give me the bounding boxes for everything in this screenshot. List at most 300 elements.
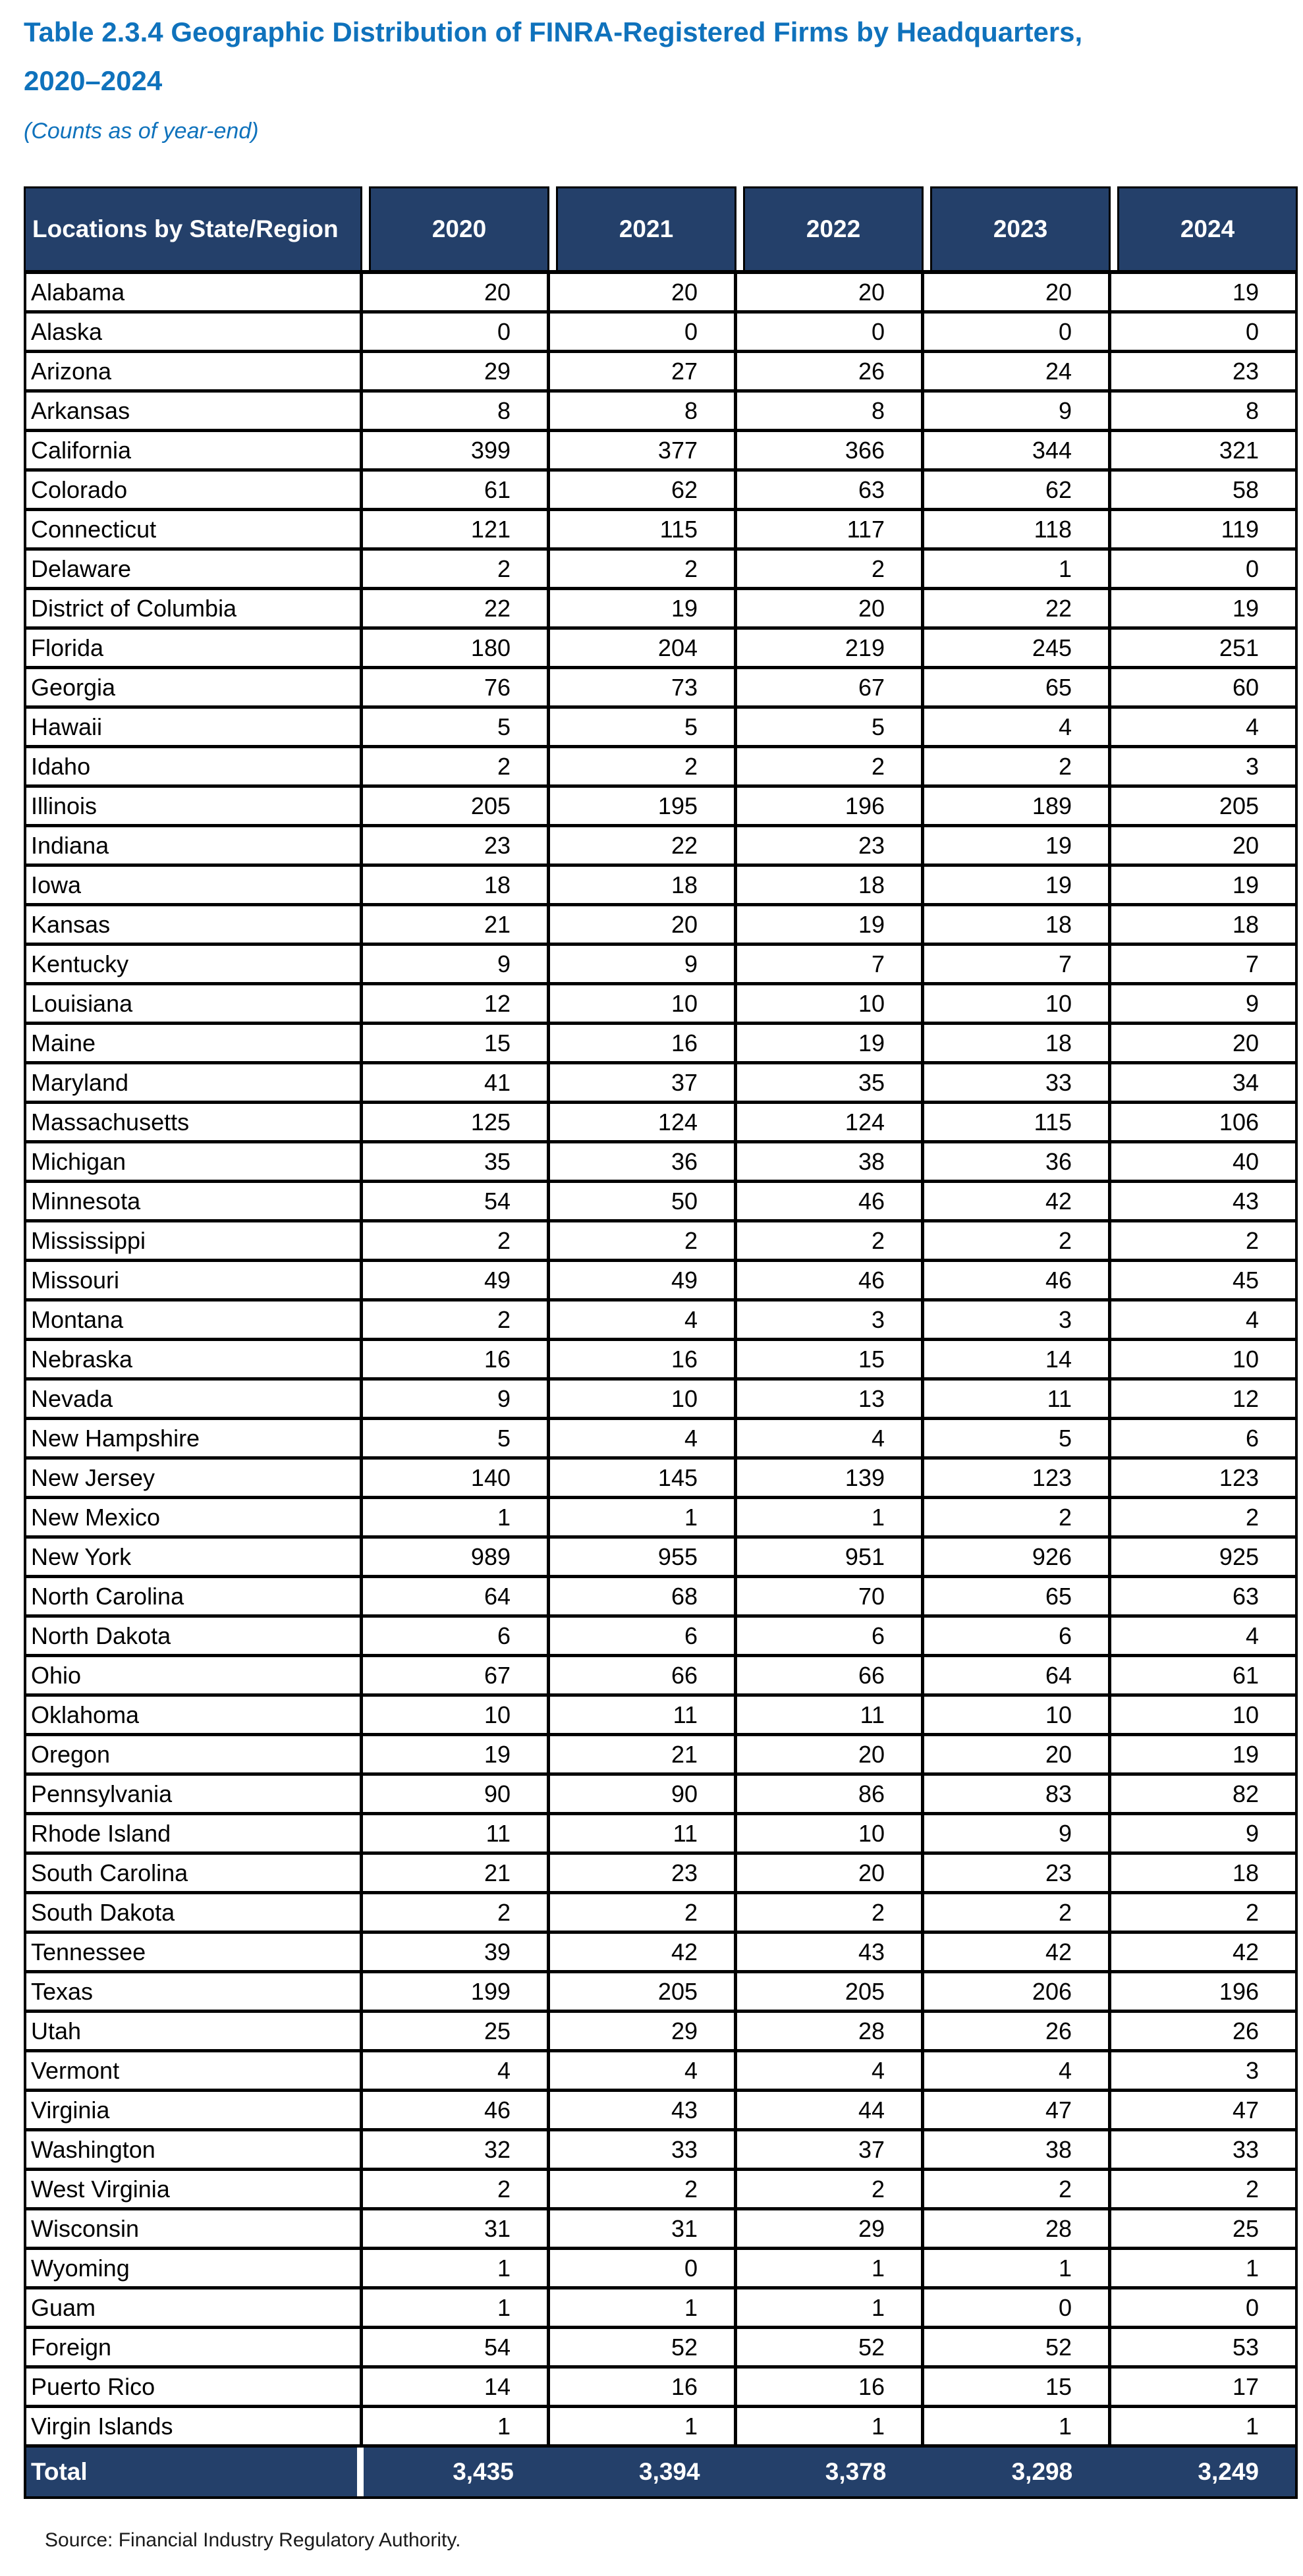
value-cell: 50 [547,1183,734,1219]
value-cell: 10 [921,1697,1108,1733]
value-cell: 46 [921,1262,1108,1298]
value-cell: 33 [921,1064,1108,1101]
table-row [26,2052,1295,2092]
value-cell: 35 [360,1143,547,1180]
table-row [26,551,1295,590]
state-name-cell: South Dakota [31,1898,175,1926]
value-cell: 26 [1108,2013,1295,2049]
value-cell: 21 [547,1736,734,1772]
column-header-2022: 2022 [743,186,924,270]
value-cell: 204 [547,630,734,666]
value-cell: 0 [360,314,547,350]
value-cell: 1 [360,2408,547,2444]
state-name-cell: District of Columbia [31,594,237,622]
table-row [26,709,1295,748]
value-cell: 42 [547,1934,734,1970]
state-name-cell: Tennessee [31,1938,146,1965]
total-value-2023: 3,298 [1011,2458,1073,2485]
value-cell: 1 [921,551,1108,587]
value-cell: 52 [921,2329,1108,2365]
table-row [26,2210,1295,2250]
value-cell: 22 [360,590,547,626]
value-cell: 124 [547,1104,734,1140]
value-cell: 2 [921,748,1108,784]
value-cell: 377 [547,432,734,468]
value-cell: 12 [1108,1381,1295,1417]
value-cell: 106 [1108,1104,1295,1140]
value-cell: 90 [547,1776,734,1812]
table-row [26,1222,1295,1262]
table-row [26,2013,1295,2052]
value-cell: 1 [1108,2250,1295,2286]
value-cell: 16 [734,2369,921,2405]
value-cell: 23 [360,827,547,863]
state-name-cell: Alabama [31,278,125,306]
value-cell: 2 [1108,2171,1295,2207]
value-cell: 1 [734,1499,921,1535]
table-row [26,1736,1295,1776]
value-cell: 67 [734,669,921,705]
table-row [26,1934,1295,1973]
state-name-cell: Wisconsin [31,2214,140,2242]
value-cell: 5 [547,709,734,745]
value-cell: 10 [1108,1341,1295,1377]
table-row [26,1697,1295,1736]
table-row [26,867,1295,906]
value-cell: 12 [360,985,547,1022]
table-row [26,827,1295,867]
value-cell: 42 [921,1183,1108,1219]
value-cell: 10 [734,1815,921,1851]
value-cell: 2 [547,1222,734,1259]
total-value-2021: 3,394 [639,2458,700,2485]
state-name-cell: Utah [31,2017,82,2044]
value-cell: 20 [1108,1025,1295,1061]
state-name-cell: Virgin Islands [31,2412,173,2440]
value-cell: 2 [360,1302,547,1338]
value-cell: 7 [1108,946,1295,982]
value-cell: 90 [360,1776,547,1812]
value-cell: 23 [547,1855,734,1891]
value-cell: 5 [360,709,547,745]
value-cell: 0 [1108,314,1295,350]
value-cell: 44 [734,2092,921,2128]
value-cell: 65 [921,1578,1108,1614]
state-name-cell: Massachusetts [31,1108,190,1136]
state-name-cell: California [31,436,132,464]
value-cell: 4 [547,2052,734,2089]
value-cell: 38 [921,2131,1108,2168]
value-cell: 1 [547,1499,734,1535]
value-cell: 4 [547,1302,734,1338]
value-cell: 82 [1108,1776,1295,1812]
value-cell: 22 [921,590,1108,626]
value-cell: 20 [547,906,734,943]
table-row [26,1460,1295,1499]
value-cell: 2 [1108,1894,1295,1931]
state-name-cell: New Mexico [31,1503,161,1531]
value-cell: 49 [547,1262,734,1298]
state-name-cell: Wyoming [31,2254,130,2282]
value-cell: 19 [921,827,1108,863]
value-cell: 64 [360,1578,547,1614]
value-cell: 366 [734,432,921,468]
value-cell: 28 [921,2210,1108,2247]
value-cell: 2 [734,748,921,784]
value-cell: 321 [1108,432,1295,468]
value-cell: 63 [1108,1578,1295,1614]
value-cell: 36 [547,1143,734,1180]
value-cell: 49 [360,1262,547,1298]
table-row [26,472,1295,511]
value-cell: 53 [1108,2329,1295,2365]
table-row [26,1578,1295,1618]
value-cell: 27 [547,353,734,389]
value-cell: 2 [547,1894,734,1931]
table-row [26,1143,1295,1183]
value-cell: 2 [360,748,547,784]
table-title-line1: Table 2.3.4 Geographic Distribution of FINRA-Registered Firms by Headquarters, [24,16,1083,47]
value-cell: 8 [360,393,547,429]
value-cell: 34 [1108,1064,1295,1101]
value-cell: 2 [360,1222,547,1259]
value-cell: 2 [734,2171,921,2207]
value-cell: 11 [921,1381,1108,1417]
value-cell: 9 [1108,985,1295,1022]
value-cell: 20 [360,274,547,310]
value-cell: 20 [734,590,921,626]
value-cell: 3 [734,1302,921,1338]
value-cell: 1 [921,2250,1108,2286]
value-cell: 2 [1108,1222,1295,1259]
value-cell: 70 [734,1578,921,1614]
value-cell: 11 [734,1697,921,1733]
value-cell: 2 [360,1894,547,1931]
value-cell: 25 [360,2013,547,2049]
value-cell: 4 [734,1420,921,1456]
state-name-cell: Florida [31,634,104,661]
value-cell: 14 [360,2369,547,2405]
table-row [26,2369,1295,2408]
value-cell: 125 [360,1104,547,1140]
table-row [26,274,1295,314]
value-cell: 15 [734,1341,921,1377]
state-name-cell: Ohio [31,1661,82,1689]
value-cell: 5 [921,1420,1108,1456]
state-name-cell: Delaware [31,555,132,582]
table-row [26,1973,1295,2013]
value-cell: 0 [1108,2289,1295,2326]
value-cell: 344 [921,432,1108,468]
value-cell: 7 [921,946,1108,982]
value-cell: 42 [1108,1934,1295,1970]
total-value-2022: 3,378 [825,2458,887,2485]
value-cell: 205 [547,1973,734,2010]
table-row [26,630,1295,669]
value-cell: 86 [734,1776,921,1812]
value-cell: 19 [360,1736,547,1772]
value-cell: 9 [921,1815,1108,1851]
value-cell: 63 [734,472,921,508]
value-cell: 25 [1108,2210,1295,2247]
table-row [26,946,1295,985]
value-cell: 18 [734,867,921,903]
value-cell: 3 [1108,748,1295,784]
table-row [26,2171,1295,2210]
state-name-cell: Oklahoma [31,1701,140,1728]
value-cell: 123 [921,1460,1108,1496]
value-cell: 2 [734,551,921,587]
value-cell: 43 [547,2092,734,2128]
value-cell: 43 [1108,1183,1295,1219]
value-cell: 33 [1108,2131,1295,2168]
value-cell: 8 [1108,393,1295,429]
value-cell: 15 [360,1025,547,1061]
state-name-cell: South Carolina [31,1859,188,1886]
value-cell: 18 [921,906,1108,943]
table-row [26,788,1295,827]
value-cell: 119 [1108,511,1295,547]
value-cell: 21 [360,1855,547,1891]
total-value-2020: 3,435 [453,2458,514,2485]
value-cell: 2 [547,551,734,587]
table-row [26,1420,1295,1460]
state-name-cell: Montana [31,1305,124,1333]
state-name-cell: Illinois [31,792,97,819]
value-cell: 20 [1108,827,1295,863]
value-cell: 1 [921,2408,1108,2444]
source-note: Source: Financial Industry Regulatory Authority. [45,2529,461,2551]
value-cell: 2 [921,1894,1108,1931]
value-cell: 18 [360,867,547,903]
value-cell: 4 [360,2052,547,2089]
value-cell: 1 [360,2250,547,2286]
value-cell: 41 [360,1064,547,1101]
total-row [24,2448,1298,2499]
value-cell: 52 [547,2329,734,2365]
value-cell: 26 [734,353,921,389]
table-row [26,2131,1295,2171]
value-cell: 4 [921,709,1108,745]
value-cell: 52 [734,2329,921,2365]
value-cell: 14 [921,1341,1108,1377]
value-cell: 4 [921,2052,1108,2089]
value-cell: 9 [547,946,734,982]
value-cell: 61 [1108,1657,1295,1693]
value-cell: 66 [734,1657,921,1693]
state-name-cell: Louisiana [31,989,133,1017]
value-cell: 73 [547,669,734,705]
value-cell: 11 [360,1815,547,1851]
value-cell: 1 [547,2408,734,2444]
value-cell: 66 [547,1657,734,1693]
value-cell: 3 [921,1302,1108,1338]
value-cell: 17 [1108,2369,1295,2405]
value-cell: 11 [547,1697,734,1733]
column-header-2021: 2021 [556,186,736,270]
value-cell: 6 [547,1618,734,1654]
value-cell: 45 [1108,1262,1295,1298]
state-name-cell: Arkansas [31,397,130,424]
table-title-block [24,16,1282,144]
table-row [26,2408,1295,2448]
value-cell: 10 [360,1697,547,1733]
value-cell: 46 [734,1183,921,1219]
value-cell: 65 [921,669,1108,705]
value-cell: 6 [1108,1420,1295,1456]
value-cell: 0 [921,314,1108,350]
table-title-line2: 2020–2024 [24,65,163,96]
value-cell: 23 [734,827,921,863]
value-cell: 31 [547,2210,734,2247]
value-cell: 19 [1108,590,1295,626]
value-cell: 11 [547,1815,734,1851]
value-cell: 67 [360,1657,547,1693]
state-name-cell: Pennsylvania [31,1780,173,1807]
value-cell: 64 [921,1657,1108,1693]
value-cell: 4 [547,1420,734,1456]
value-cell: 6 [921,1618,1108,1654]
value-cell: 68 [547,1578,734,1614]
value-cell: 2 [921,1222,1108,1259]
table-row [26,669,1295,709]
value-cell: 36 [921,1143,1108,1180]
value-cell: 0 [547,314,734,350]
value-cell: 83 [921,1776,1108,1812]
value-cell: 117 [734,511,921,547]
table-row [26,1499,1295,1539]
value-cell: 10 [921,985,1108,1022]
table-row [26,1064,1295,1104]
table-row [26,2250,1295,2289]
value-cell: 2 [547,2171,734,2207]
value-cell: 18 [921,1025,1108,1061]
column-header-2023: 2023 [930,186,1111,270]
value-cell: 206 [921,1973,1108,2010]
table-row [26,1618,1295,1657]
value-cell: 23 [1108,353,1295,389]
value-cell: 124 [734,1104,921,1140]
value-cell: 37 [734,2131,921,2168]
state-name-cell: Idaho [31,752,91,780]
state-name-cell: Maryland [31,1068,129,1096]
value-cell: 58 [1108,472,1295,508]
value-cell: 6 [734,1618,921,1654]
value-cell: 23 [921,1855,1108,1891]
table-row [26,1302,1295,1341]
value-cell: 20 [921,274,1108,310]
table-row [26,511,1295,551]
value-cell: 4 [734,2052,921,2089]
state-name-cell: Mississippi [31,1226,146,1254]
table-row [26,590,1295,630]
value-cell: 46 [360,2092,547,2128]
value-cell: 0 [1108,551,1295,587]
table-row [26,1341,1295,1381]
value-cell: 145 [547,1460,734,1496]
state-name-cell: Washington [31,2135,155,2163]
value-cell: 19 [921,867,1108,903]
value-cell: 4 [1108,1302,1295,1338]
state-name-cell: Maine [31,1029,96,1056]
value-cell: 9 [1108,1815,1295,1851]
column-header-locations: Locations by State/Region [24,186,362,270]
value-cell: 115 [547,511,734,547]
value-cell: 16 [360,1341,547,1377]
value-cell: 43 [734,1934,921,1970]
state-name-cell: North Dakota [31,1622,171,1649]
value-cell: 4 [1108,709,1295,745]
table-row [26,353,1295,393]
table-row [26,1262,1295,1302]
value-cell: 205 [360,788,547,824]
value-cell: 205 [734,1973,921,2010]
value-cell: 9 [360,1381,547,1417]
total-label: Total [31,2458,88,2485]
value-cell: 189 [921,788,1108,824]
table-body [24,274,1298,2448]
table-row [26,1104,1295,1143]
table-row [26,432,1295,472]
value-cell: 7 [734,946,921,982]
value-cell: 47 [921,2092,1108,2128]
value-cell: 9 [360,946,547,982]
value-cell: 0 [921,2289,1108,2326]
value-cell: 10 [547,985,734,1022]
value-cell: 19 [1108,274,1295,310]
value-cell: 19 [734,906,921,943]
table-row [26,1183,1295,1222]
table-row [26,1381,1295,1420]
table-row [26,1539,1295,1578]
table-row [26,985,1295,1025]
state-name-cell: Indiana [31,831,109,859]
value-cell: 251 [1108,630,1295,666]
table-row [26,2329,1295,2369]
value-cell: 6 [360,1618,547,1654]
table-row [26,1657,1295,1697]
value-cell: 31 [360,2210,547,2247]
value-cell: 16 [547,2369,734,2405]
value-cell: 35 [734,1064,921,1101]
table-row [26,906,1295,946]
state-name-cell: New Hampshire [31,1424,200,1452]
value-cell: 1 [1108,2408,1295,2444]
table-row [26,393,1295,432]
value-cell: 399 [360,432,547,468]
value-cell: 2 [360,2171,547,2207]
state-name-cell: Alaska [31,317,103,345]
value-cell: 61 [360,472,547,508]
state-name-cell: Missouri [31,1266,120,1294]
value-cell: 16 [547,1341,734,1377]
value-cell: 2 [360,551,547,587]
value-cell: 19 [1108,1736,1295,1772]
state-name-cell: Kentucky [31,950,129,977]
value-cell: 1 [734,2250,921,2286]
value-cell: 20 [921,1736,1108,1772]
value-cell: 8 [734,393,921,429]
table-row [26,1776,1295,1815]
value-cell: 989 [360,1539,547,1575]
value-cell: 20 [734,274,921,310]
value-cell: 47 [1108,2092,1295,2128]
value-cell: 32 [360,2131,547,2168]
state-name-cell: Michigan [31,1147,126,1175]
value-cell: 4 [1108,1618,1295,1654]
value-cell: 18 [547,867,734,903]
value-cell: 121 [360,511,547,547]
